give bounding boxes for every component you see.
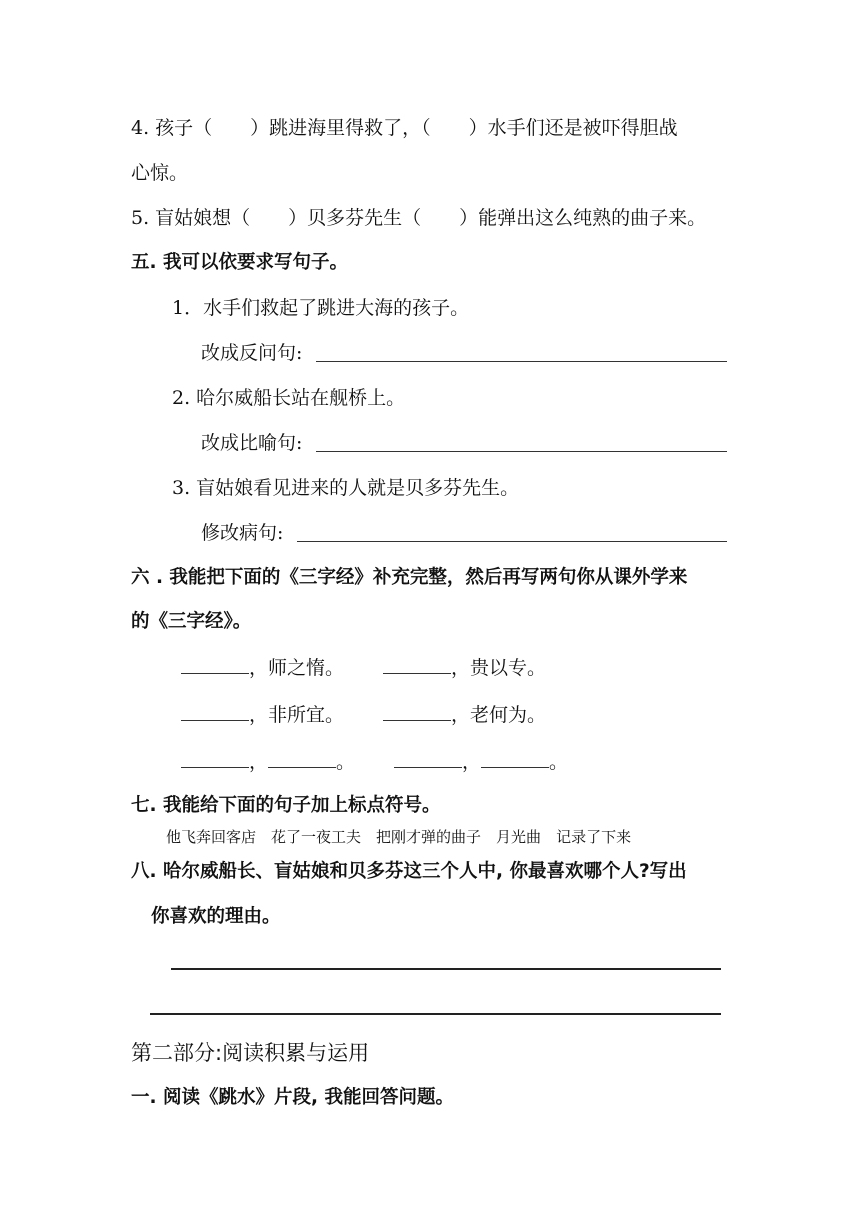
phrase: 花了一夜工夫 — [271, 828, 362, 846]
sentence-1-task: 改成反问句: — [201, 342, 303, 364]
section-5-heading: 五. 我可以依要求写句子。 — [131, 252, 348, 273]
fill-blank[interactable] — [181, 657, 249, 674]
section-8-heading-line1: 八. 哈尔威船长、盲姑娘和贝多芬这三个人中, 你最喜欢哪个人?写出 — [131, 861, 687, 882]
fill-blank[interactable] — [383, 657, 451, 674]
sentence-3: 3. 盲姑娘看见进来的人就是贝多芬先生。 — [172, 477, 520, 499]
answer-line-3[interactable] — [297, 541, 727, 542]
part-2-question-1: 一. 阅读《跳水》片段, 我能回答问题。 — [131, 1087, 454, 1108]
fill-blank[interactable] — [481, 751, 549, 768]
sentence-2: 2. 哈尔威船长站在舰桥上。 — [172, 387, 406, 409]
section-6-heading-line1: 六 . 我能把下面的《三字经》补充完整，然后再写两句你从课外学来 — [131, 567, 688, 588]
answer-line-1[interactable] — [316, 361, 727, 362]
period: 。 — [336, 751, 356, 773]
punctuation-phrases — [166, 827, 646, 847]
sentence-3-task: 修改病句: — [201, 522, 284, 544]
answer-line-2[interactable] — [316, 451, 727, 452]
question-4-line2: 心惊。 — [131, 162, 189, 184]
answer-line-5[interactable] — [150, 1013, 721, 1015]
phrase: 他飞奔回客店 — [166, 828, 257, 846]
comma: ， — [249, 751, 269, 773]
part-2-title: 第二部分:阅读积累与运用 — [131, 1041, 370, 1065]
sanzijing-phrase: ，师之惰。 — [249, 657, 345, 679]
sanzijing-row-1 — [181, 656, 344, 680]
period: 。 — [549, 751, 569, 773]
sanzijing-phrase: ，贵以专。 — [451, 657, 547, 679]
sanzijing-row-2b — [383, 703, 546, 727]
sanzijing-row-2 — [181, 703, 344, 727]
answer-line-4[interactable] — [171, 968, 721, 970]
section-7-heading: 七. 我能给下面的句子加上标点符号。 — [131, 795, 441, 816]
comma: ， — [462, 751, 482, 773]
sanzijing-row-3b — [394, 750, 568, 774]
sanzijing-phrase: ，非所宜。 — [249, 704, 345, 726]
sentence-2-task: 改成比喻句: — [201, 432, 303, 454]
sanzijing-row-3 — [181, 750, 355, 774]
section-8-heading-line2: 你喜欢的理由。 — [151, 906, 281, 927]
phrase: 记录了下来 — [556, 828, 632, 846]
fill-blank[interactable] — [394, 751, 462, 768]
sanzijing-phrase: ，老何为。 — [451, 704, 547, 726]
fill-blank[interactable] — [268, 751, 336, 768]
question-4-line1: 4. 孩子（ ）跳进海里得救了，（ ）水手们还是被吓得胆战 — [131, 117, 678, 139]
phrase: 月光曲 — [496, 828, 542, 846]
phrase: 把刚才弹的曲子 — [376, 828, 482, 846]
question-5: 5. 盲姑娘想（ ）贝多芬先生（ ）能弹出这么纯熟的曲子来。 — [131, 207, 707, 229]
section-6-heading-line2: 的《三字经》。 — [131, 611, 252, 632]
fill-blank[interactable] — [383, 704, 451, 721]
fill-blank[interactable] — [181, 751, 249, 768]
fill-blank[interactable] — [181, 704, 249, 721]
sanzijing-row-1b — [383, 656, 546, 680]
sentence-1: 1．水手们救起了跳进大海的孩子。 — [172, 297, 470, 319]
